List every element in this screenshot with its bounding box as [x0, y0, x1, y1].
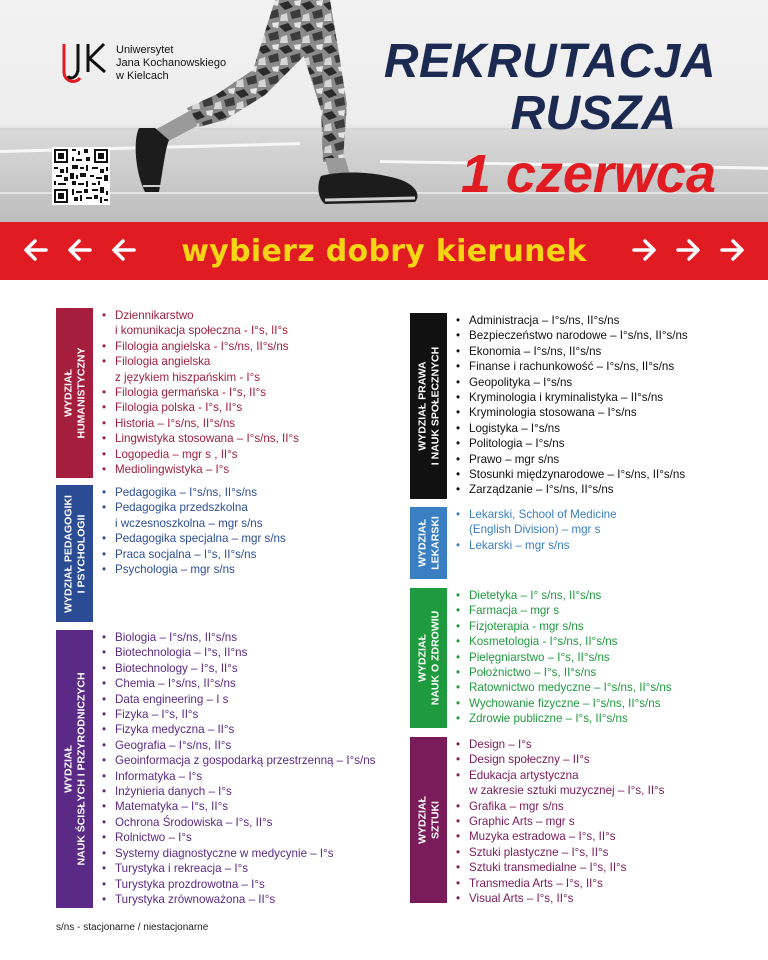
program-item[interactable]	[456, 814, 664, 829]
program-item[interactable]	[102, 645, 375, 660]
faculty-label-line: SZTUKI	[428, 801, 441, 839]
faculty-label-bar	[56, 630, 93, 908]
program-item[interactable]	[102, 830, 375, 845]
program-item-text: • Muzyka estradowa – I°s, II°s	[469, 830, 616, 844]
faculty-label-line: WYDZIAŁ	[416, 634, 428, 682]
program-list	[102, 485, 286, 577]
program-item-text: • Zarządzanie – I°s/ns, II°s/ns	[469, 483, 614, 497]
program-item[interactable]	[102, 799, 375, 814]
program-item-text: • Chemia – I°s/ns, II°s/ns	[115, 677, 236, 691]
program-item-text: • Lekarski – mgr s/ns	[469, 538, 570, 552]
program-item[interactable]	[456, 711, 672, 726]
program-list	[102, 308, 299, 477]
program-item-text: • Fizyka – I°s, II°s	[115, 708, 199, 722]
program-item[interactable]	[102, 707, 375, 722]
arrow-right-icon	[674, 236, 702, 264]
program-item[interactable]	[102, 308, 299, 339]
program-item[interactable]	[456, 538, 617, 553]
program-item-text: • Matematyka – I°s, II°s	[115, 800, 229, 814]
program-item-text: (English Division) – mgr s	[469, 523, 601, 537]
program-item[interactable]	[102, 462, 299, 477]
program-item-text: • Lingwistyka stosowana – I°s/ns, II°s	[115, 432, 299, 446]
program-item-text: • Design społeczny – II°s	[469, 753, 590, 767]
university-name-line: Jana Kochanowskiego	[116, 56, 227, 69]
university-name	[116, 44, 226, 83]
program-item[interactable]	[456, 452, 688, 467]
program-item[interactable]	[102, 877, 375, 892]
program-item[interactable]	[456, 619, 672, 634]
faculty-label	[62, 672, 87, 865]
program-item[interactable]	[456, 799, 664, 814]
program-item[interactable]	[456, 876, 664, 891]
program-item-text: • Filologia germańska - I°s, II°s	[115, 386, 267, 400]
program-item-text: • Fizyka medyczna – II°s	[115, 723, 235, 737]
program-item-text: • Graphic Arts – mgr s	[469, 815, 575, 829]
program-item-text: • Logistyka – I°s/ns	[469, 421, 560, 435]
program-item-text: • Filologia angielska	[115, 355, 211, 369]
program-item-text: • Turystyka zrównoważona – II°s	[115, 892, 276, 906]
program-item-text: • Logopedia – mgr s , II°s	[115, 447, 238, 461]
program-item-text: • Położnictwo – I°s, II°s/ns	[469, 666, 597, 680]
program-item[interactable]	[102, 769, 375, 784]
program-item[interactable]	[102, 676, 375, 691]
program-item-text: • Zdrowie publiczne – I°s, II°s/ns	[469, 712, 628, 726]
faculty-label-line: WYDZIAŁ	[62, 369, 74, 417]
program-item-text: • Dziennikarstwo	[115, 309, 194, 322]
program-item-text: z językiem hiszpańskim - I°s	[115, 370, 261, 384]
faculty-label-line: LEKARSKI	[428, 516, 441, 570]
program-item-text: • Pedagogika przedszkolna	[115, 501, 248, 515]
program-item[interactable]	[456, 650, 672, 665]
program-item[interactable]	[102, 815, 375, 830]
program-item[interactable]	[456, 588, 672, 603]
program-item[interactable]	[456, 375, 688, 390]
program-item[interactable]	[456, 680, 672, 695]
program-item[interactable]	[456, 845, 664, 860]
university-logo[interactable]	[56, 38, 226, 88]
program-item[interactable]	[102, 500, 286, 531]
faculty-label-bar	[56, 485, 93, 622]
qr-code[interactable]	[52, 147, 110, 205]
program-item[interactable]	[456, 507, 617, 538]
program-item-text: • Kryminologia stosowana – I°s/ns	[469, 406, 637, 420]
faculty-label-line: I NAUK SPOŁECZNYCH	[428, 346, 441, 466]
program-item[interactable]	[456, 768, 664, 799]
program-item-text: • Prawo – mgr s/ns	[469, 452, 560, 466]
faculty-label-bar	[410, 588, 447, 728]
program-item[interactable]	[102, 861, 375, 876]
program-item-text: • Pielęgniarstwo – I°s, II°s/ns	[469, 650, 610, 664]
program-item-text: • Kosmetologia - I°s/ns, II°s/ns	[469, 635, 618, 649]
program-item-text: i komunikacja społeczna - I°s, II°s	[115, 324, 288, 338]
program-item[interactable]	[102, 562, 286, 577]
program-item-text: • Informatyka – I°s	[115, 769, 203, 783]
program-item-text: • Politologia – I°s/ns	[469, 437, 565, 451]
faculty-label-bar	[410, 507, 447, 579]
headline-line-1: REKRUTACJA	[383, 35, 716, 88]
program-item[interactable]	[102, 400, 299, 415]
faculty-label-line: HUMANISTYCZNY	[74, 347, 87, 439]
program-item[interactable]	[456, 467, 688, 482]
program-item[interactable]	[456, 344, 688, 359]
footnote: s/ns - stacjonarne / niestacjonarne	[56, 922, 209, 933]
program-item-text: • Wychowanie fizyczne – I°s/ns, II°s/ns	[469, 696, 661, 710]
program-item[interactable]	[456, 737, 664, 752]
program-item-text: • Data engineering – I s	[115, 692, 229, 706]
right-arrows	[630, 236, 746, 264]
program-item-text: • Pedagogika – I°s/ns, II°s/ns	[115, 486, 258, 499]
faculty-label-line: I PSYCHOLOGII	[74, 514, 87, 593]
arrow-right-icon	[630, 236, 658, 264]
program-item-text: • Grafika – mgr s/ns	[469, 799, 564, 813]
faculty-label-line: WYDZIAŁ	[62, 745, 74, 793]
program-item-text: • Farmacja – mgr s	[469, 604, 560, 618]
university-name-line: Uniwersytet	[116, 43, 174, 56]
program-item[interactable]	[456, 421, 688, 436]
program-item[interactable]	[456, 829, 664, 844]
program-list	[102, 630, 375, 907]
program-item-text: • Mediolingwistyka – I°s	[115, 463, 230, 477]
program-item[interactable]	[456, 603, 672, 618]
program-item[interactable]	[456, 891, 664, 906]
program-item-text: • Turystyka prozdrowotna – I°s	[115, 877, 265, 891]
program-item[interactable]	[456, 313, 688, 328]
program-item-text: • Historia – I°s/ns, II°s/ns	[115, 416, 236, 430]
program-item[interactable]	[102, 431, 299, 446]
program-item[interactable]	[456, 390, 688, 405]
university-name-line: w Kielcach	[116, 69, 169, 82]
program-item[interactable]	[456, 634, 672, 649]
program-item-text: • Filologia angielska - I°s/ns, II°s/ns	[115, 339, 289, 353]
program-item-text: • Ochrona Środowiska – I°s, II°s	[115, 815, 273, 829]
program-item[interactable]	[456, 482, 688, 497]
program-item[interactable]	[456, 696, 672, 711]
program-item-text: • Pedagogika specjalna – mgr s/ns	[115, 532, 286, 546]
headline-date: 1 czerwca	[460, 144, 716, 204]
faculty-label-bar	[410, 737, 447, 903]
program-list	[456, 313, 688, 498]
program-item-text: • Bezpieczeństwo narodowe – I°s/ns, II°s/ns	[469, 329, 688, 343]
program-item[interactable]	[102, 661, 375, 676]
program-item-text: • Stosunki międzynarodowe – I°s/ns, II°s/ns	[469, 468, 686, 482]
program-item-text: • Turystyka i rekreacja – I°s	[115, 862, 249, 876]
faculty-label	[416, 796, 441, 844]
program-item-text: • Geografia – I°s/ns, II°s	[115, 738, 232, 752]
program-item-text: • Biotechnology – I°s, II°s	[115, 661, 238, 675]
program-item[interactable]	[102, 447, 299, 462]
program-item-text: w zakresie sztuki muzycznej – I°s, II°s	[469, 784, 665, 798]
hero-banner	[0, 0, 768, 222]
left-arrows	[22, 236, 138, 264]
program-item[interactable]	[102, 630, 375, 645]
program-item[interactable]	[102, 339, 299, 354]
program-item[interactable]	[102, 722, 375, 737]
program-item-text: • Edukacja artystyczna	[469, 768, 579, 782]
faculty-label-line: NAUK O ZDROWIU	[428, 610, 441, 706]
program-item-text: • Administracja – I°s/ns, II°s/ns	[469, 314, 620, 327]
program-item[interactable]	[456, 328, 688, 343]
faculty-label	[62, 495, 87, 613]
program-item-text: i wczesnoszkolna – mgr s/ns	[115, 516, 263, 530]
program-item[interactable]	[456, 665, 672, 680]
program-item-text: • Geopolityka – I°s/ns	[469, 375, 573, 389]
arrow-right-icon	[718, 236, 746, 264]
faculty-label-line: WYDZIAŁ	[416, 519, 428, 567]
program-item-text: • Finanse i rachunkowość – I°s/ns, II°s/ns	[469, 360, 675, 374]
program-item-text: • Visual Arts – I°s, II°s	[469, 892, 574, 906]
program-item-text: • Sztuki plastyczne – I°s, II°s	[469, 845, 609, 859]
program-item[interactable]	[102, 531, 286, 546]
program-item-text: • Transmedia Arts – I°s, II°s	[469, 876, 603, 890]
program-item-text: • Dietetyka – I° s/ns, II°s/ns	[469, 589, 602, 602]
headline	[384, 36, 716, 204]
ujk-logo-mark	[56, 38, 114, 88]
program-item[interactable]	[102, 753, 375, 768]
program-item[interactable]	[456, 436, 688, 451]
program-item[interactable]	[102, 784, 375, 799]
program-item-text: • Fizjoterapia - mgr s/ns	[469, 619, 584, 633]
program-list	[456, 737, 664, 906]
program-item-text: • Ratownictwo medyczne – I°s/ns, II°s/ns	[469, 681, 672, 695]
faculty-label-line: WYDZIAŁ PEDAGOGIKI	[62, 494, 74, 613]
program-item[interactable]	[102, 738, 375, 753]
tagline-band	[0, 222, 768, 280]
program-item[interactable]	[102, 354, 299, 385]
program-item-text: • Rolnictwo – I°s	[115, 831, 192, 845]
program-item[interactable]	[102, 846, 375, 861]
program-item[interactable]	[102, 547, 286, 562]
faculty-label-bar	[410, 313, 447, 499]
arrow-left-icon	[22, 236, 50, 264]
program-item-text: • Biotechnologia – I°s, II°ns	[115, 646, 248, 660]
faculty-label-line: WYDZIAŁ	[416, 796, 428, 844]
program-item[interactable]	[456, 405, 688, 420]
program-item[interactable]	[102, 485, 286, 500]
program-item-text: • Praca socjalna – I°s, II°s/ns	[115, 547, 257, 561]
program-item[interactable]	[102, 892, 375, 907]
program-item[interactable]	[456, 359, 688, 374]
program-item-text: • Sztuki transmedialne – I°s, II°s	[469, 861, 627, 875]
faculty-label	[416, 347, 441, 465]
arrow-left-icon	[66, 236, 94, 264]
program-list	[456, 507, 617, 553]
program-item[interactable]	[102, 385, 299, 400]
headline-line-2: RUSZA	[510, 87, 676, 140]
program-item-text: • Systemy diagnostyczne w medycynie – I°s	[115, 846, 334, 860]
faculty-label	[416, 611, 441, 706]
program-item-text: • Geoinformacja z gospodarką przestrzenną – I°s/ns	[115, 754, 376, 768]
tagline-text: wybierz dobry kierunek	[181, 233, 587, 269]
program-item-text: • Psychologia – mgr s/ns	[115, 563, 235, 577]
program-item-text: • Biologia – I°s/ns, II°s/ns	[115, 631, 238, 644]
program-item[interactable]	[456, 752, 664, 767]
program-item[interactable]	[456, 860, 664, 875]
faculty-label	[416, 516, 441, 570]
program-list	[456, 588, 672, 727]
program-item-text: • Filologia polska - I°s, II°s	[115, 401, 243, 415]
program-item-text: • Kryminologia i kryminalistyka – II°s/ns	[469, 391, 664, 405]
faculty-label-line: NAUK ŚCISŁYCH I PRZYRODNICZYCH	[74, 672, 87, 866]
faculty-label	[62, 348, 87, 439]
program-item-text: • Design – I°s	[469, 738, 532, 751]
program-item-text: • Ekonomia – I°s/ns, II°s/ns	[469, 344, 602, 358]
faculty-label-line: WYDZIAŁ PRAWA	[416, 361, 428, 451]
faculty-label-bar	[56, 308, 93, 478]
program-item[interactable]	[102, 692, 375, 707]
program-item-text: • Inżynieria danych – I°s	[115, 785, 232, 799]
arrow-left-icon	[110, 236, 138, 264]
program-item[interactable]	[102, 416, 299, 431]
program-item-text: • Lekarski, School of Medicine	[469, 508, 617, 521]
